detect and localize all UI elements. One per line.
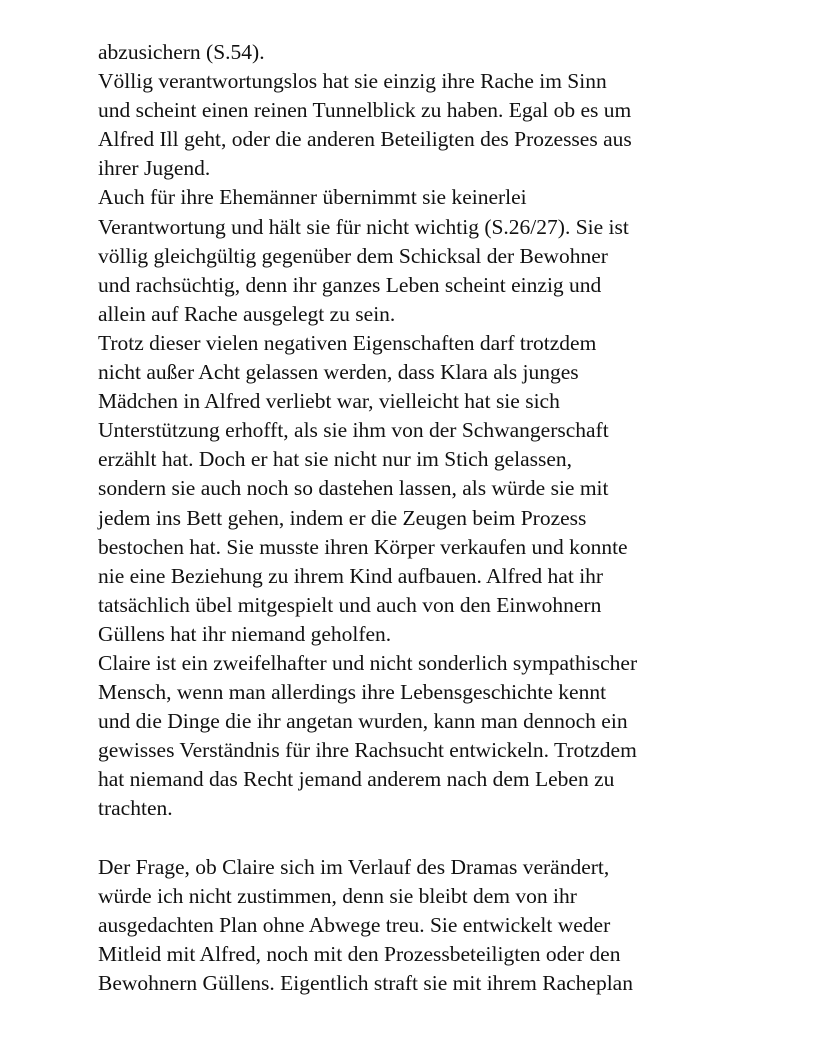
text-line: Güllens hat ihr niemand geholfen.: [98, 621, 392, 646]
text-line: tatsächlich übel mitgespielt und auch von den Einwohnern: [98, 592, 602, 617]
text-line: Völlig verantwortungslos hat sie einzig ihre Rache im Sinn: [98, 69, 607, 94]
text-line: Claire ist ein zweifelhafter und nicht sonderlich sympathischer: [98, 650, 638, 675]
text-line: würde ich nicht zustimmen, denn sie bleibt dem von ihr: [98, 883, 577, 908]
text-line: und rachsüchtig, denn ihr ganzes Leben scheint einzig und: [98, 272, 602, 297]
text-line: nicht außer Acht gelassen werden, dass Klara als junges: [98, 360, 579, 385]
text-line: Mensch, wenn man allerdings ihre Lebensgeschichte kennt: [98, 680, 607, 705]
text-line: abzusichern (S.54).: [98, 40, 265, 64]
document-page: [98, 38, 738, 998]
text-line: bestochen hat. Sie musste ihren Körper verkaufen und konnte: [98, 534, 628, 559]
text-line: erzählt hat. Doch er hat sie nicht nur im Stich gelassen,: [98, 447, 573, 472]
text-line: Unterstützung erhofft, als sie ihm von der Schwangerschaft: [98, 418, 609, 443]
text-line: ausgedachten Plan ohne Abwege treu. Sie entwickelt weder: [98, 912, 611, 937]
text-line: trachten.: [98, 796, 173, 821]
text-line: Alfred Ill geht, oder die anderen Beteiligten des Prozesses aus: [98, 127, 632, 152]
text-line: sondern sie auch noch so dastehen lassen, als würde sie mit: [98, 476, 609, 501]
text-line: Mädchen in Alfred verliebt war, vielleicht hat sie sich: [98, 389, 560, 414]
text-line: Mitleid mit Alfred, noch mit den Prozessbeteiligten oder den: [98, 941, 621, 966]
text-line: Auch für ihre Ehemänner übernimmt sie keinerlei: [98, 185, 527, 210]
text-line: Bewohnern Güllens. Eigentlich straft sie mit ihrem Racheplan: [98, 971, 633, 995]
text-line: und die Dinge die ihr angetan wurden, kann man dennoch ein: [98, 709, 628, 734]
text-line: jedem ins Bett gehen, indem er die Zeugen beim Prozess: [98, 505, 587, 530]
text-line: hat niemand das Recht jemand anderem nach dem Leben zu: [98, 767, 615, 792]
text-line: ihrer Jugend.: [98, 156, 211, 181]
text-line: Verantwortung und hält sie für nicht wichtig (S.26/27). Sie ist: [98, 214, 629, 239]
paragraph-gap: [98, 824, 738, 853]
text-line: allein auf Rache ausgelegt zu sein.: [98, 301, 396, 326]
text-line: und scheint einen reinen Tunnelblick zu haben. Egal ob es um: [98, 98, 632, 123]
text-line: Trotz dieser vielen negativen Eigenschaften darf trotzdem: [98, 330, 597, 355]
text-line: nie eine Beziehung zu ihrem Kind aufbauen. Alfred hat ihr: [98, 563, 604, 588]
text-line: völlig gleichgültig gegenüber dem Schicksal der Bewohner: [98, 243, 608, 268]
text-line: gewisses Verständnis für ihre Rachsucht entwickeln. Trotzdem: [98, 738, 637, 763]
text-line: Der Frage, ob Claire sich im Verlauf des Dramas verändert,: [98, 854, 610, 879]
